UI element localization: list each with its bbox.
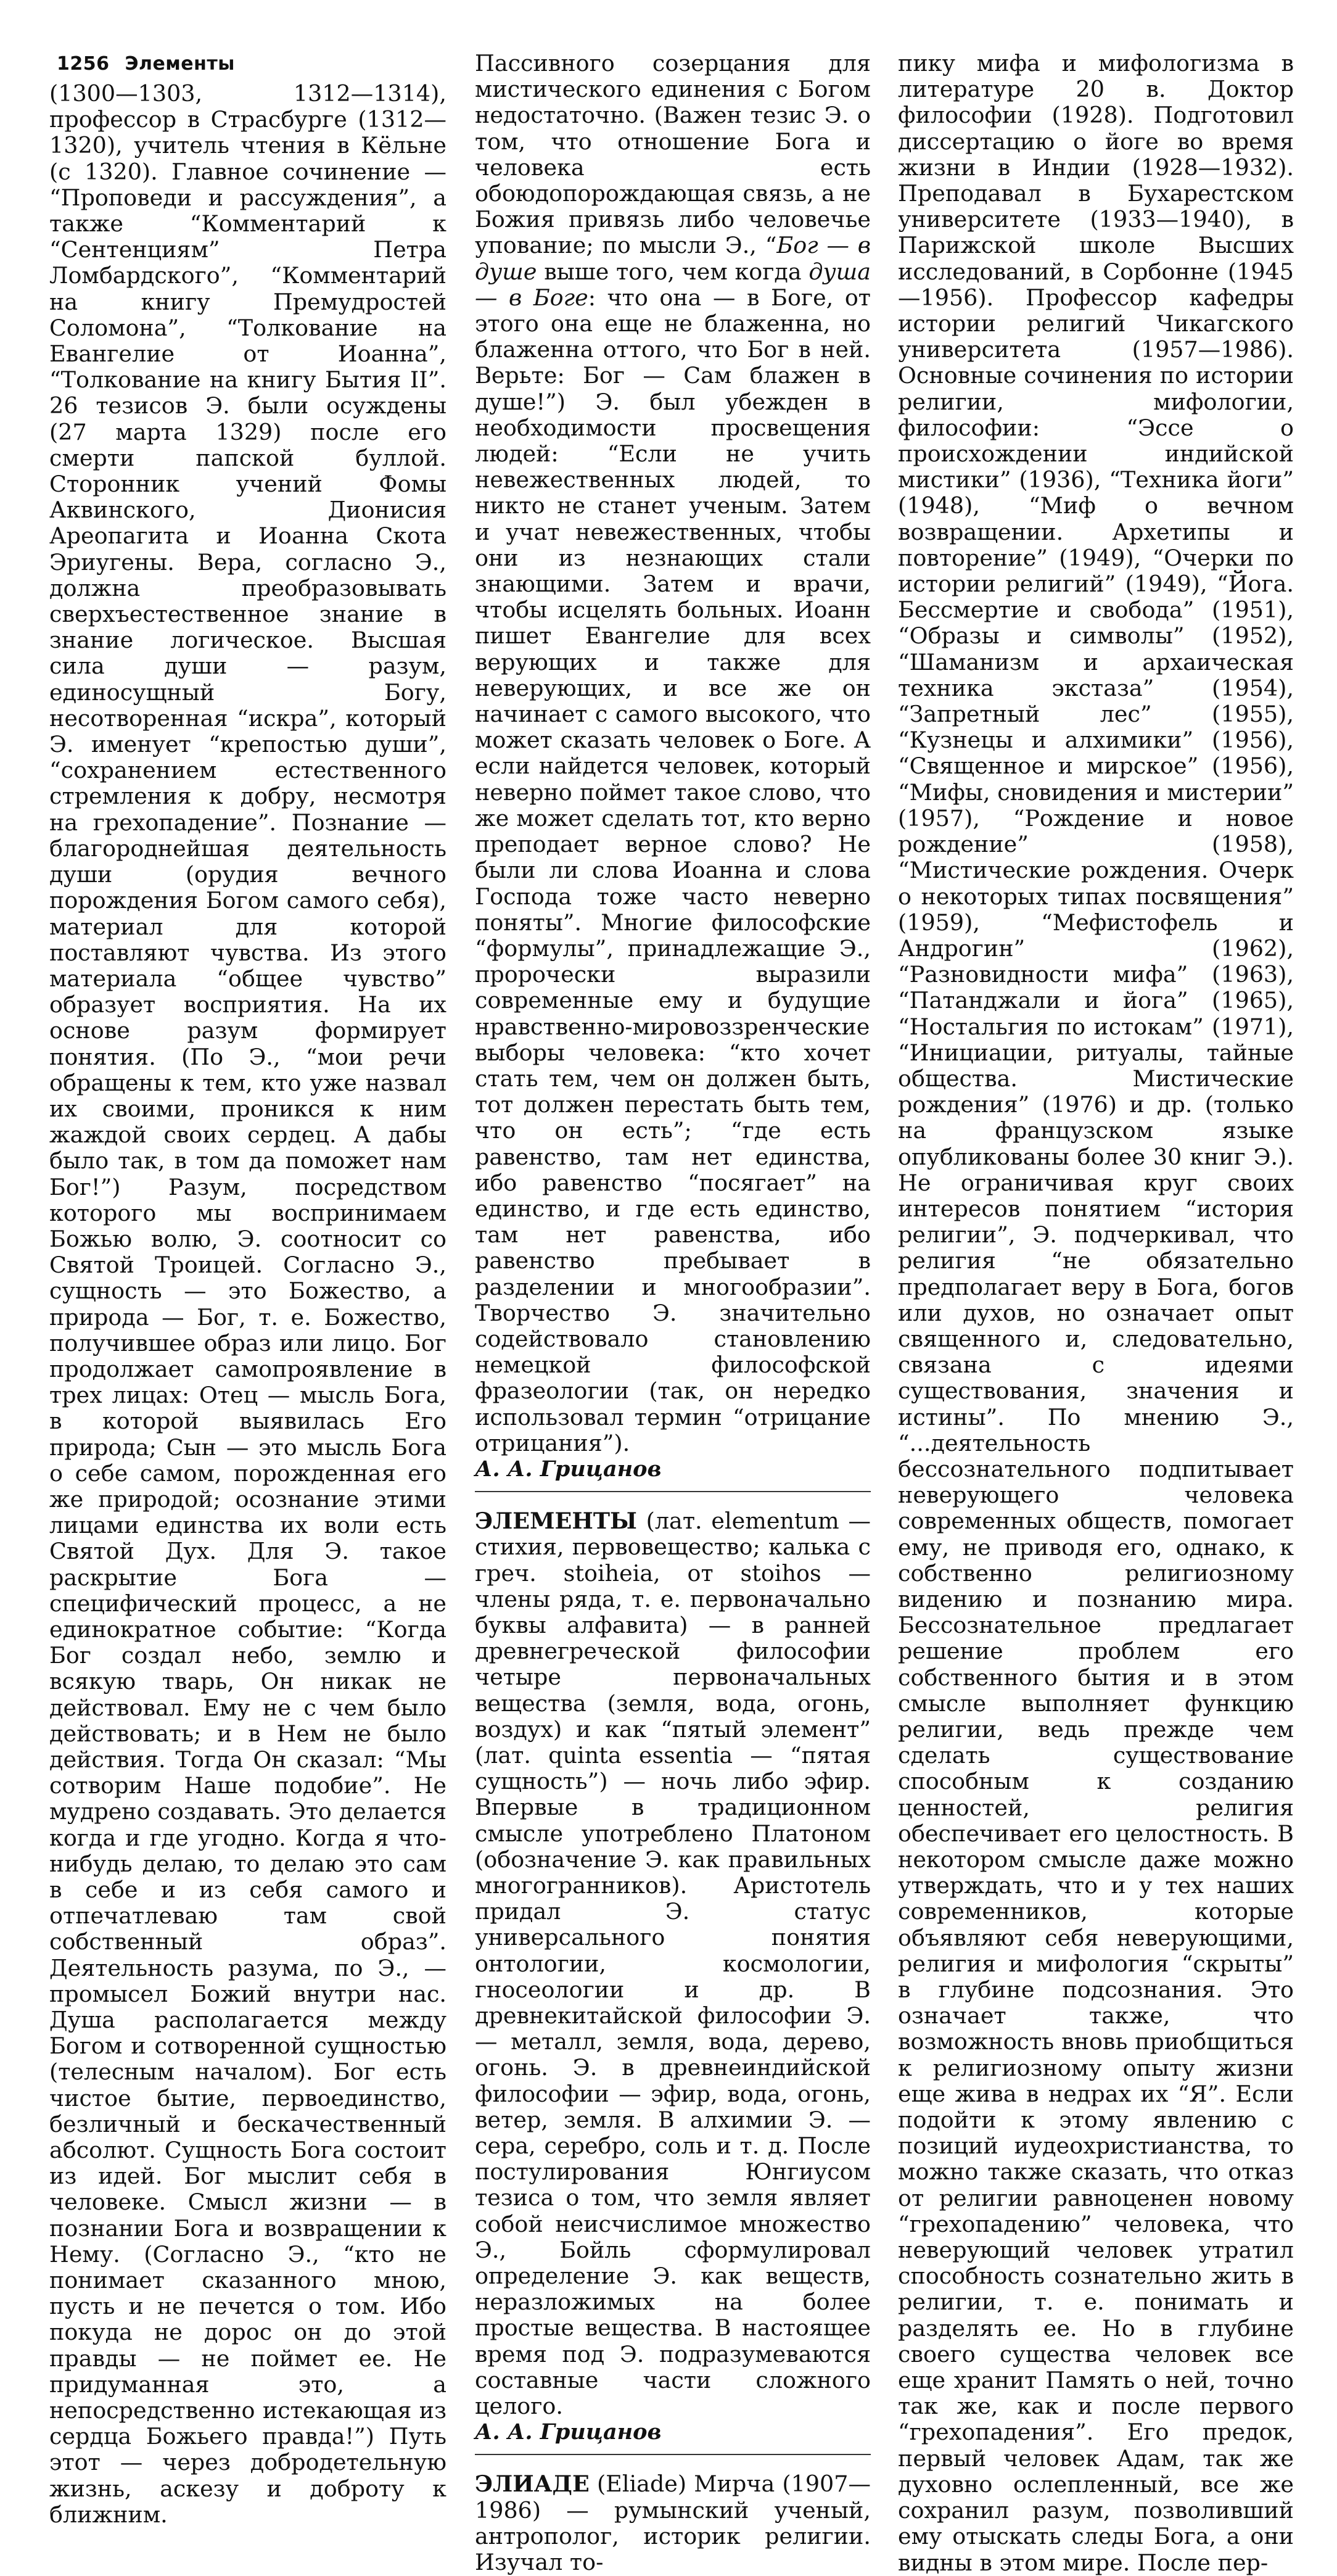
eckhart-continuation-text: (1300—1303, 1312—1314), профессор в Страсбурге (1312—1320), учитель чтения в Кёльне (с 1320). Главное сочинение — “Проповеди и рассуждения”, а также “Комментарий к “Сентенциям” Петра Ломбардского”, “Комментарий на книгу Премудростей Соломона”, “Толкование на Евангелие от Иоанна”, “Толкование на книгу Бытия II”. 26 тезисов Э. были осуждены (27 марта 1329) после его смерти папской буллой. Сторонник учений Фомы Аквинского, Дионисия Ареопагита и Иоанна Скота Эриугены. Вера, согласно Э., должна преобразовывать сверхъестественное знание в знание логическое. Высшая сила души — разум, единосущный Богу, несотворенная “искра”, который Э. именует “крепостью души”, “сохранением естественного стремления к добру, несмотря на грехопадение”. Познание — благороднейшая деятельность души (орудия вечного порождения Богом самого себя), материал для которой поставляют чувства. Из этого материала “общее чувство” образует восприятия. На их основе разум формирует понятия. (По Э., “мои речи обращены к тем, кто уже назвал их своими, проникся к ним жаждой своих сердец. А дабы было так, в том да поможет нам Бог!”) Разум, посредством которого мы воспринимаем Божью волю, Э. соотносит со Святой Троицей. Согласно Э., сущность — это Божество, а природа — Бог, т. е. Божество, получившее образ или лицо. Бог продолжает самопроявление в трех лицах: Отец — мысль Бога, в которой выявилась Его природа; Сын — это мысль Бога о себе самом, порожденная его же природой; осознание этими лицами единства их воли есть Святой Дух. Для Э. такое раскрытие Бога — специфический процесс, а не единократное событие: “Когда Бог создал небо, землю и всякую тварь, Он никак не действовал. Ему не с чем было действовать; и в Нем не было действия. Тогда Он сказал: “Мы сотворим Наше подобие”. Не мудрено создавать. Это делается когда и где угодно. Когда я что-нибудь делаю, то делаю это сам в себе и из себя самого и отпечатлеваю там свой собственный образ”. Деятельность разума, по Э., — промысел Божий внутри нас. Душа располагается между Богом и сотворенной сущностью (телесным началом). Бог есть чистое бытие, первоединство, безличный и бескачественный абсолют. Сущность Бога состоит из идей. Бог мыслит себя в человеке. Смысл жизни — в познании Бога и возвращении к Нему. (Согласно Э., “кто не понимает сказанного мною, пусть и не печется о том. Ибо покуда не дорос он до этой правды — не поймет ее. Не придуманная это, а непосредственно истекающая из сердца Божьего правда!”) Путь этот — через добродетельную жизнь, аскезу и доброту к ближним. bbox=[49, 80, 446, 2528]
eckhart-continuation-text-2: Пассивного созерцания для мистического единения с Богом недостаточно. (Важен тезис Э. о том, что отношение Бога и человека есть обоюдопорождающая связь, а не Божия привязь либо человечье упование; по мысли Э., “Бог — в душе выше того, чем когда душа — в Боге: что она — в Боге, от этого она еще не блаженна, но блаженна оттого, что Бог в ней. Верьте: Бог — Сам блажен в душе!”) Э. был убежден в необходимости просвещения людей: “Если не учить невежественных людей, то никто не станет ученым. Затем и учат невежественных, чтобы они из незнающих стали знающими. Затем и врачи, чтобы исцелять больных. Иоанн пишет Евангелие для всех верующих и также для неверующих, и все же он начинает с самого высокого, что может сказать человек о Боге. А если найдется человек, который неверно поймет такое слово, что же может сделать тот, кто верно преподает верное слово? Не были ли слова Иоанна и слова Господа тоже часто неверно поняты”. Многие философские “формулы”, принадлежащие Э., пророчески выразили современные ему и будущие нравственно-мировоззренческие выборы человека: “кто хочет стать тем, чем он должен быть, тот должен перестать быть тем, что он есть”; “где есть равенство, там нет единства, ибо равенство “посягает” на единство, и где есть единство, там нет равенства, ибо равенство пребывает в разделении и многообразии”. Творчество Э. значительно содействовало становлению немецкой философской фразеологии (так, он нередко использовал термин “отрицание отрицания”). bbox=[475, 50, 871, 1456]
emphasis-phrase: душа — в Боге bbox=[475, 258, 871, 311]
eliade-continuation-text: пику мифа и мифологизма в литературе 20 в. Доктор философии (1928). Подготовил диссертацию о йоге во время жизни в Индии (1928—1932). Преподавал в Бухарестском университете (1933—1940), в Парижской школе Высших исследований, в Сорбонне (1945—1956). Профессор кафедры истории религий Чикагского университета (1957—1986). Основные сочинения по истории религии, мифологии, философии: “Эссе о происхождении индийской мистики” (1936), “Техника йоги” (1948), “Миф о вечном возвращении. Архетипы и повторение” (1949), “Очерки по истории религий” (1949), “Йога. Бессмертие и свобода” (1951), “Образы и символы” (1952), “Шаманизм и архаическая техника экстаза” (1954), “Запретный лес” (1955), “Кузнецы и алхимики” (1956), “Священное и мирское” (1956), “Мифы, сновидения и мистерии” (1957), “Рождение и новое рождение” (1958), “Мистические рождения. Очерк о некоторых типах посвящения” (1959), “Мефистофель и Андрогин” (1962), “Разновидности мифа” (1963), “Патанджали и йога” (1965), “Ностальгия по истокам” (1971), “Инициации, ритуалы, тайные общества. Мистические рождения” (1976) и др. (только на французском языке опубликованы более 30 книг Э.). Не ограничивая круг своих интересов понятием “история религии”, Э. подчеркивал, что религия “не обязательно предполагает веру в Бога, богов или духов, но означает опыт священного и, следовательно, связана с идеями существования, значения и истины”. По мнению Э., “...деятельность бессознательного подпитывает неверующего человека современных обществ, помогает ему, не приводя его, однако, к собственно религиозному видению и познанию мира. Бессознательное предлагает решение проблем его собственного бытия и в этом смысле выполняет функцию религии, ведь прежде чем сделать существование способным к созданию ценностей, религия обеспечивает его целостность. В некотором смысле даже можно утверждать, что и у тех наших современников, которые объявляют себя неверующими, религия и мифология “скрыты” в глубине подсознания. Это означает также, что возможность вновь приобщиться к религиозному опыту жизни еще жива в недрах их “Я”. Если подойти к этому явлению с позиций иудеохристианства, то можно также сказать, что отказ от религии равноценен новому “грехопадению” человека, что неверующий человек утратил способность сознательно жить в религии, т. е. понимать и разделять ее. Но в глубине своего существа человек все еще хранит Память о ней, точно так же, как и после первого “грехопадения”. Его предок, первый человек Адам, так же духовно ослепленный, все же сохранил разум, позволивший ему отыскать следы Бога, а они видны в этом мире. После пер- bbox=[898, 50, 1294, 2576]
text-column-middle bbox=[475, 51, 871, 2575]
emphasis-phrase: Бог — в душе bbox=[475, 232, 871, 285]
running-title: Элементы bbox=[125, 53, 235, 75]
article-author: А. А. Грицанов bbox=[475, 1456, 662, 1482]
headword-elements: ЭЛЕМЕНТЫ bbox=[475, 1508, 637, 1535]
page-number: 1256 bbox=[57, 53, 110, 75]
running-header bbox=[57, 53, 235, 75]
text-column-left bbox=[49, 81, 446, 2528]
headword-eliade: ЭЛИАДЕ bbox=[475, 2471, 590, 2498]
article-author: А. А. Грицанов bbox=[475, 2419, 662, 2445]
article-separator bbox=[475, 1491, 871, 1492]
article-elements: ЭЛЕМЕНТЫ (лат. elementum — стихия, первовещество; калька с греч. stoiheia, от stoihos — члены ряда, т. е. первоначально буквы алфавита) — в ранней древнегреческой философии четыре первоначальных вещества (земля, вода, огонь, воздух) и как “пятый элемент” (лат. quinta essentia — “пятая сущность”) — ночь либо эфир. Впервые в традиционном смысле употреблено Платоном (обозначение Э. как правильных многогранников). Аристотель придал Э. статус универсального понятия онтологии, космологии, гносеологии и др. В древнекитайской философии Э. — металл, земля, вода, дерево, огонь. Э. в древнеиндийской философии — эфир, вода, огонь, ветер, земля. В алхимии Э. — сера, серебро, соль и т. д. После постулирования Юнгиусом тезиса о том, что земля являет собой неисчислимое множество Э., Бойль сформулировал определение Э. как веществ, неразложимых на более простые вещества. В настоящее время под Э. подразумеваются составные части сложного целого. bbox=[475, 1508, 871, 2420]
article-eliade: ЭЛИАДЕ (Eliade) Мирча (1907—1986) — румынский ученый, антрополог, историк религии. Изучал то- bbox=[475, 2471, 871, 2576]
article-separator bbox=[475, 2454, 871, 2455]
text-column-right bbox=[898, 51, 1294, 2576]
